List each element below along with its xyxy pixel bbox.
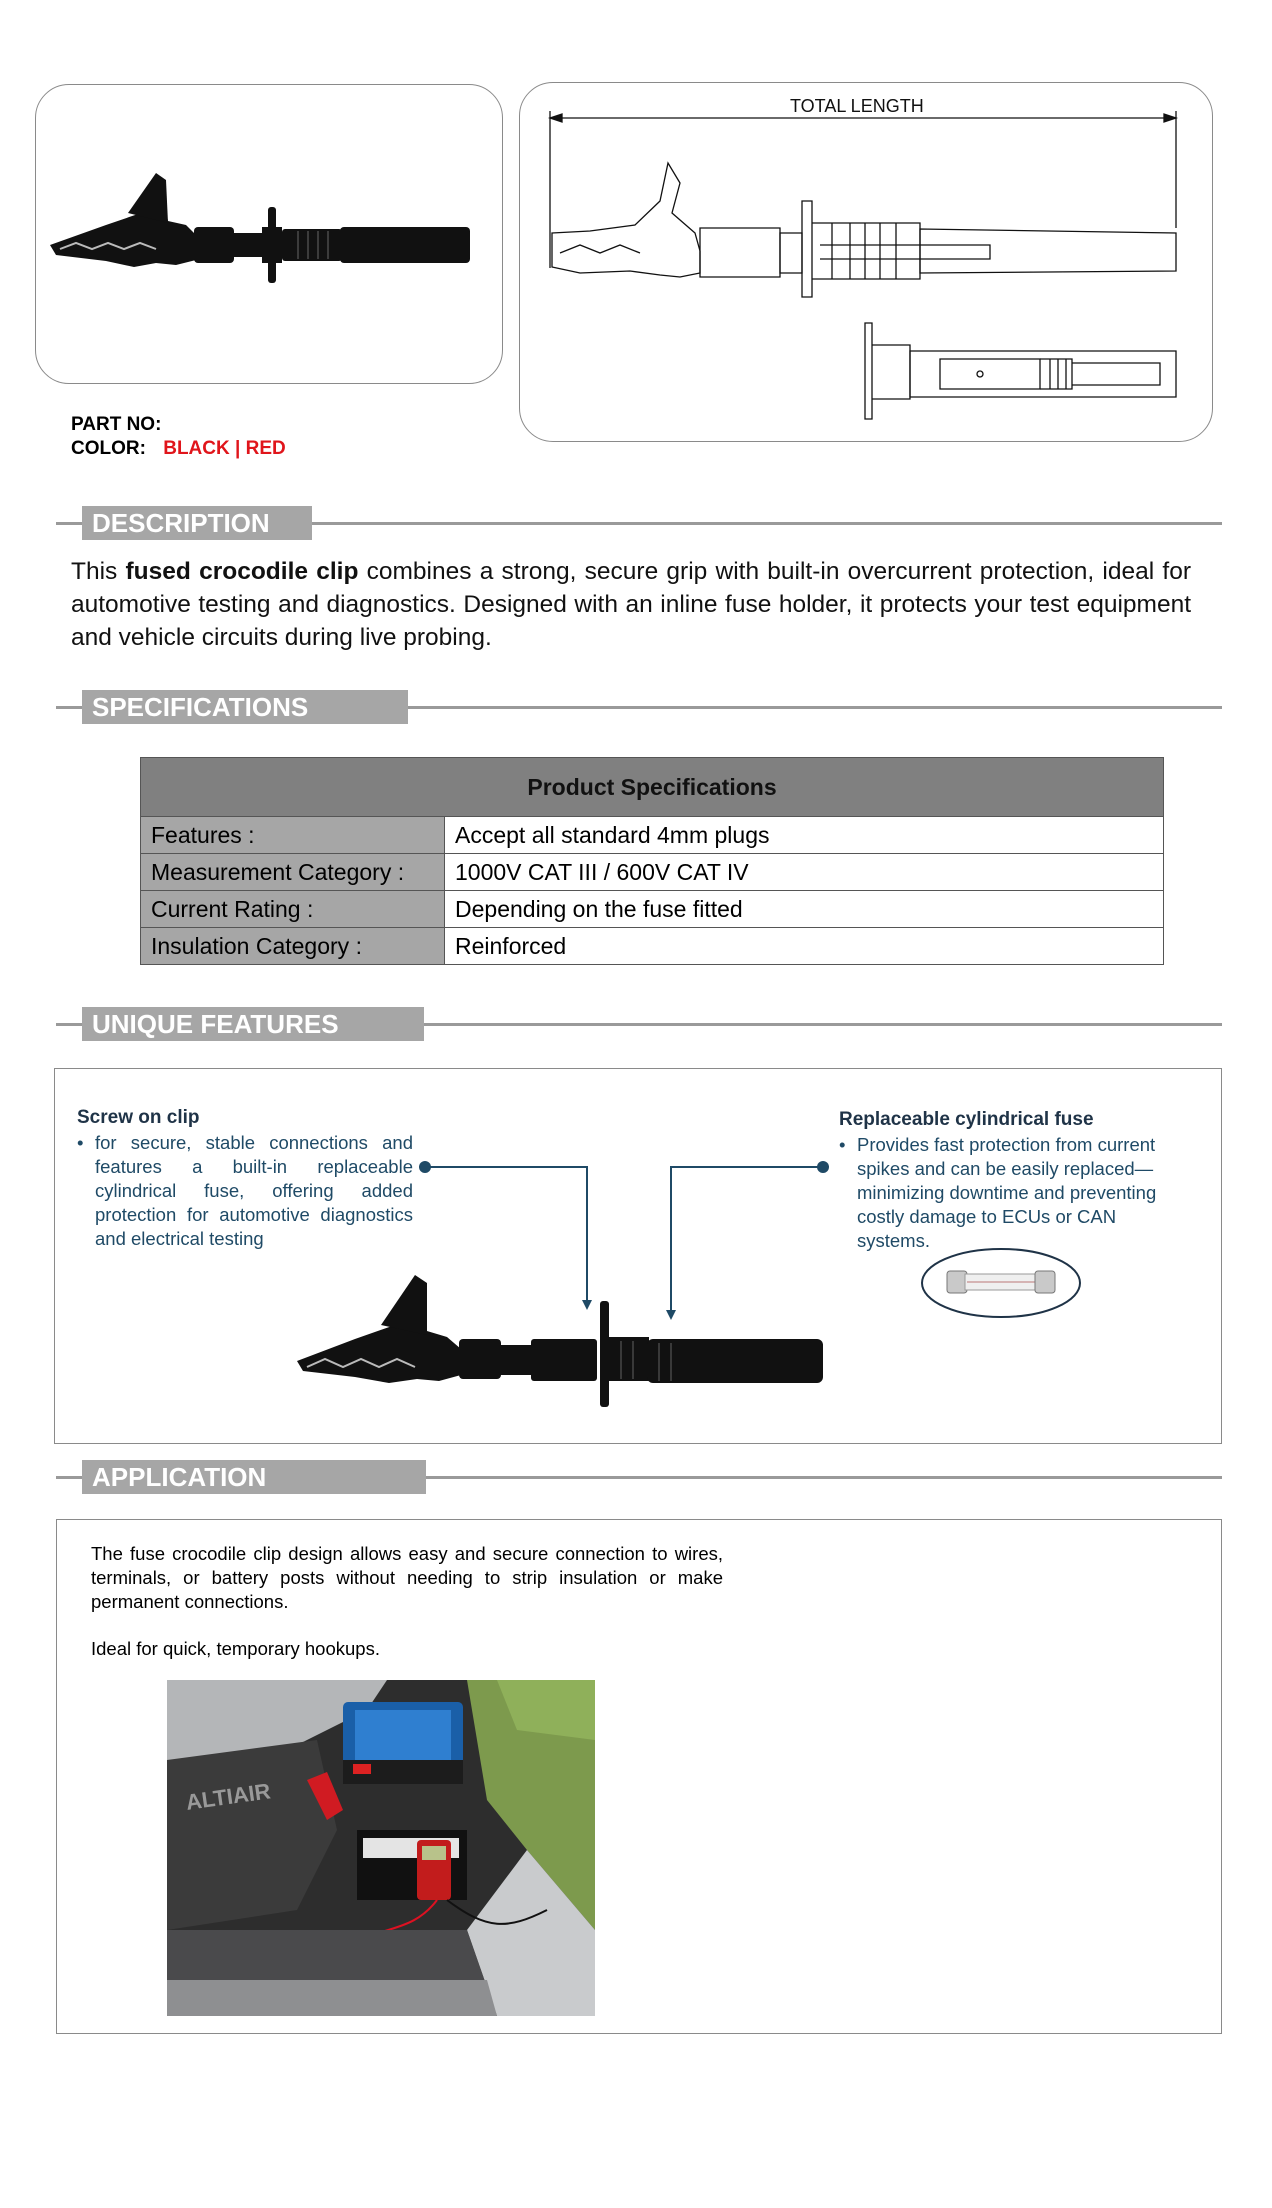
unique-features-heading: UNIQUE FEATURES [82, 1007, 424, 1041]
color-black: BLACK [163, 438, 230, 459]
spec-label: Insulation Category : [141, 928, 445, 965]
specifications-heading: SPECIFICATIONS [82, 690, 408, 724]
table-row [141, 854, 1164, 891]
application-section-header [56, 1460, 1222, 1494]
technical-drawing [520, 83, 1212, 441]
product-photo-frame [35, 84, 503, 384]
table-row [141, 928, 1164, 965]
table-row [141, 817, 1164, 854]
bullet-icon: • [77, 1132, 84, 1153]
color-label: COLOR: [71, 438, 146, 459]
spec-label: Features : [141, 817, 445, 854]
screw-on-clip-title: Screw on clip [77, 1107, 200, 1128]
total-length-label: TOTAL LENGTH [790, 96, 924, 116]
replaceable-fuse-title: Replaceable cylindrical fuse [839, 1109, 1094, 1130]
spec-value: 1000V CAT III / 600V CAT IV [445, 854, 1164, 891]
description-post: combines a strong, secure grip with built-in overcurrent protection, ideal for automotive testing and diagnostics. Designed with an inline fuse holder, it protects your test equipment and vehicle circuits during live probing. [71, 558, 1191, 651]
specifications-section-header [56, 690, 1222, 724]
description-heading: DESCRIPTION [82, 506, 312, 540]
features-illustration [55, 1069, 1221, 1443]
description-section-header [56, 506, 1222, 540]
technical-drawing-frame [519, 82, 1213, 442]
table-row [141, 891, 1164, 928]
spec-value: Reinforced [445, 928, 1164, 965]
part-no-label: PART NO: [71, 414, 162, 435]
application-panel [56, 1519, 1222, 2034]
replaceable-fuse-description: Provides fast protection from current spikes and can be easily replaced—minimizing downtime and preventing costly damage to ECUs or CAN systems. [857, 1134, 1157, 1251]
unique-features-panel [54, 1068, 1222, 1444]
description-text [71, 555, 1191, 654]
spec-value: Depending on the fuse fitted [445, 891, 1164, 928]
bullet-icon: • [839, 1134, 846, 1155]
application-heading: APPLICATION [82, 1460, 426, 1494]
product-specifications-table [140, 757, 1164, 965]
spec-value: Accept all standard 4mm plugs [445, 817, 1164, 854]
application-note: Ideal for quick, temporary hookups. [91, 1638, 380, 1659]
color-separator: | [229, 438, 246, 459]
screw-on-clip-description: for secure, stable connections and features a built-in replaceable cylindrical fuse, offering added protection for automotive diagnostics and electrical testing [95, 1132, 413, 1249]
crocodile-clip-photo [36, 85, 502, 383]
unique-features-section-header [56, 1007, 1222, 1041]
application-paragraph: The fuse crocodile clip design allows easy and secure connection to wires, terminals, or battery posts without needing to strip insulation or make permanent connections. [91, 1543, 723, 1612]
spec-label: Current Rating : [141, 891, 445, 928]
description-bold: fused crocodile clip [125, 558, 359, 585]
engine-cover-text: ALTIAIR [184, 1778, 273, 1815]
spec-label: Measurement Category : [141, 854, 445, 891]
engine-bay-photo [167, 1680, 595, 2016]
color-red: RED [245, 438, 286, 459]
fuse-icon [947, 1271, 1055, 1293]
color-line [71, 438, 286, 460]
spec-table-title: Product Specifications [141, 758, 1164, 817]
description-pre: This [71, 558, 126, 585]
